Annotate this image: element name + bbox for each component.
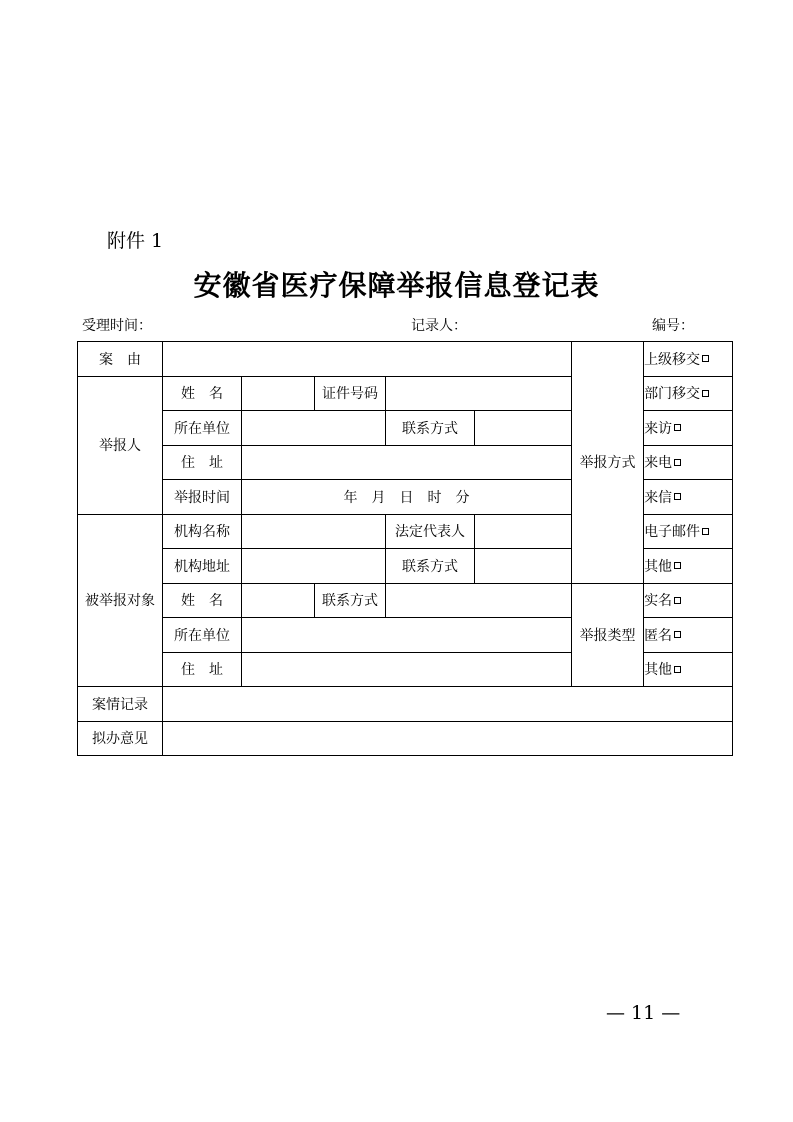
reporter-label: 举报人: [78, 376, 163, 514]
checkbox-icon[interactable]: [702, 528, 709, 535]
option-other-type[interactable]: [644, 652, 733, 687]
option-label: 来访: [644, 420, 673, 437]
org-address-field[interactable]: [242, 549, 386, 584]
checkbox-icon[interactable]: [702, 355, 709, 362]
report-time-label: 举报时间: [163, 480, 242, 515]
option-superior-transfer[interactable]: [644, 342, 733, 377]
work-unit-label: 所在单位: [163, 411, 242, 446]
org-address-label: 机构地址: [163, 549, 242, 584]
option-real-name[interactable]: [644, 583, 733, 618]
page-number: — 11 —: [606, 1002, 681, 1024]
reported-address-field[interactable]: [242, 652, 572, 687]
option-label: 实名: [644, 593, 673, 610]
checkbox-icon[interactable]: [674, 493, 681, 500]
option-dept-transfer[interactable]: [644, 376, 733, 411]
option-label: 电子邮件: [644, 524, 701, 541]
address-label: 住 址: [163, 445, 242, 480]
option-phone[interactable]: [644, 445, 733, 480]
option-label: 其他: [644, 662, 673, 679]
proposed-opinion-field[interactable]: [163, 721, 733, 756]
option-label: 来电: [644, 455, 673, 472]
checkbox-icon[interactable]: [674, 459, 681, 466]
contact-label: 联系方式: [386, 411, 475, 446]
option-label: 匿名: [644, 627, 673, 644]
option-label: 上级移交: [644, 351, 701, 368]
reported-party-label: 被举报对象: [78, 514, 163, 687]
reporter-id-field[interactable]: [386, 376, 572, 411]
case-record-label: 案情记录: [78, 687, 163, 722]
accept-time-label: 受理时间：: [82, 318, 152, 334]
option-email[interactable]: [644, 514, 733, 549]
number-label: 编号：: [652, 318, 694, 334]
recorder-label: 记录人：: [411, 318, 467, 334]
option-label: 部门移交: [644, 386, 701, 403]
option-label: 其他: [644, 558, 673, 575]
contact-label: 联系方式: [386, 549, 475, 584]
checkbox-icon[interactable]: [674, 562, 681, 569]
id-number-label: 证件号码: [315, 376, 386, 411]
case-record-field[interactable]: [163, 687, 733, 722]
name-label: 姓 名: [163, 583, 242, 618]
org-contact-field[interactable]: [475, 549, 572, 584]
checkbox-icon[interactable]: [674, 666, 681, 673]
name-label: 姓 名: [163, 376, 242, 411]
reported-unit-field[interactable]: [242, 618, 572, 653]
report-form-table: [77, 341, 733, 756]
checkbox-icon[interactable]: [674, 597, 681, 604]
report-method-label: 举报方式: [572, 342, 644, 584]
report-time-field[interactable]: 年 月 日 时 分: [242, 480, 572, 515]
option-letter[interactable]: [644, 480, 733, 515]
work-unit-label: 所在单位: [163, 618, 242, 653]
reported-contact-field[interactable]: [386, 583, 572, 618]
case-reason-field[interactable]: [163, 342, 572, 377]
legal-rep-field[interactable]: [475, 514, 572, 549]
org-name-field[interactable]: [242, 514, 386, 549]
checkbox-icon[interactable]: [674, 424, 681, 431]
reporter-unit-field[interactable]: [242, 411, 386, 446]
checkbox-icon[interactable]: [702, 390, 709, 397]
contact-label: 联系方式: [315, 583, 386, 618]
proposed-opinion-label: 拟办意见: [78, 721, 163, 756]
attachment-label: 附件 1: [107, 230, 164, 252]
reporter-contact-field[interactable]: [475, 411, 572, 446]
reporter-name-field[interactable]: [242, 376, 315, 411]
reporter-address-field[interactable]: [242, 445, 572, 480]
address-label: 住 址: [163, 652, 242, 687]
option-other-method[interactable]: [644, 549, 733, 584]
legal-rep-label: 法定代表人: [386, 514, 475, 549]
form-title: 安徽省医疗保障举报信息登记表: [193, 269, 600, 302]
report-type-label: 举报类型: [572, 583, 644, 687]
reported-name-field[interactable]: [242, 583, 315, 618]
option-label: 来信: [644, 489, 673, 506]
option-visit[interactable]: [644, 411, 733, 446]
org-name-label: 机构名称: [163, 514, 242, 549]
option-anonymous[interactable]: [644, 618, 733, 653]
checkbox-icon[interactable]: [674, 631, 681, 638]
case-reason-label: 案 由: [78, 342, 163, 377]
